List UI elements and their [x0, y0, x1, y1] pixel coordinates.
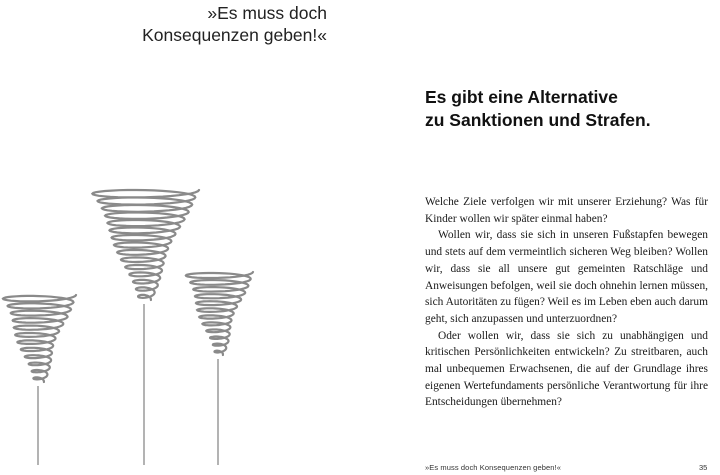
spiral-2	[3, 295, 76, 382]
running-head: »Es muss doch Konsequenzen geben!«	[425, 463, 561, 472]
headline-line-2: zu Sanktionen und Strafen.	[425, 110, 651, 130]
paragraph-2: Wollen wir, dass sie sich in unseren Fußstapfen bewegen und stets auf dem vermeintlich sicheren Weg bleiben? Wollen wir, dass sie all unsere gut gemeinten Ratschläge und Anweisungen befolgen, weil sie doch ohnehin lernen müssen, sich Autoritäten zu fügen? Weil es im Leben eben auch darum geht, sich anzupassen und unterzuordnen?	[425, 229, 708, 325]
chapter-headline	[425, 86, 705, 132]
left-page-title	[142, 2, 327, 46]
spiral-1	[92, 190, 199, 300]
paragraph-3: Oder wollen wir, dass sie sich zu unabhängigen und kritischen Persönlichkeiten entwickeln? Zu streitbaren, auch mal unbequemen Erwachsenen, die auf der Grundlage ihres eigenen Wertefundaments persönliche Verantwortung für ihre Entscheidungen übernehmen?	[425, 329, 708, 409]
spiral-3	[186, 272, 253, 355]
body-text	[425, 194, 708, 411]
spiral-tornado-icon	[0, 170, 300, 470]
page-number: 35	[699, 463, 708, 472]
title-line-1: »Es muss doch	[207, 3, 327, 23]
headline-line-1: Es gibt eine Alternative	[425, 87, 618, 107]
title-line-2: Konsequenzen geben!«	[142, 25, 327, 45]
paragraph-1: Welche Ziele verfolgen wir mit unserer Erziehung? Was für Kinder wollen wir später einmal haben?	[425, 196, 708, 225]
